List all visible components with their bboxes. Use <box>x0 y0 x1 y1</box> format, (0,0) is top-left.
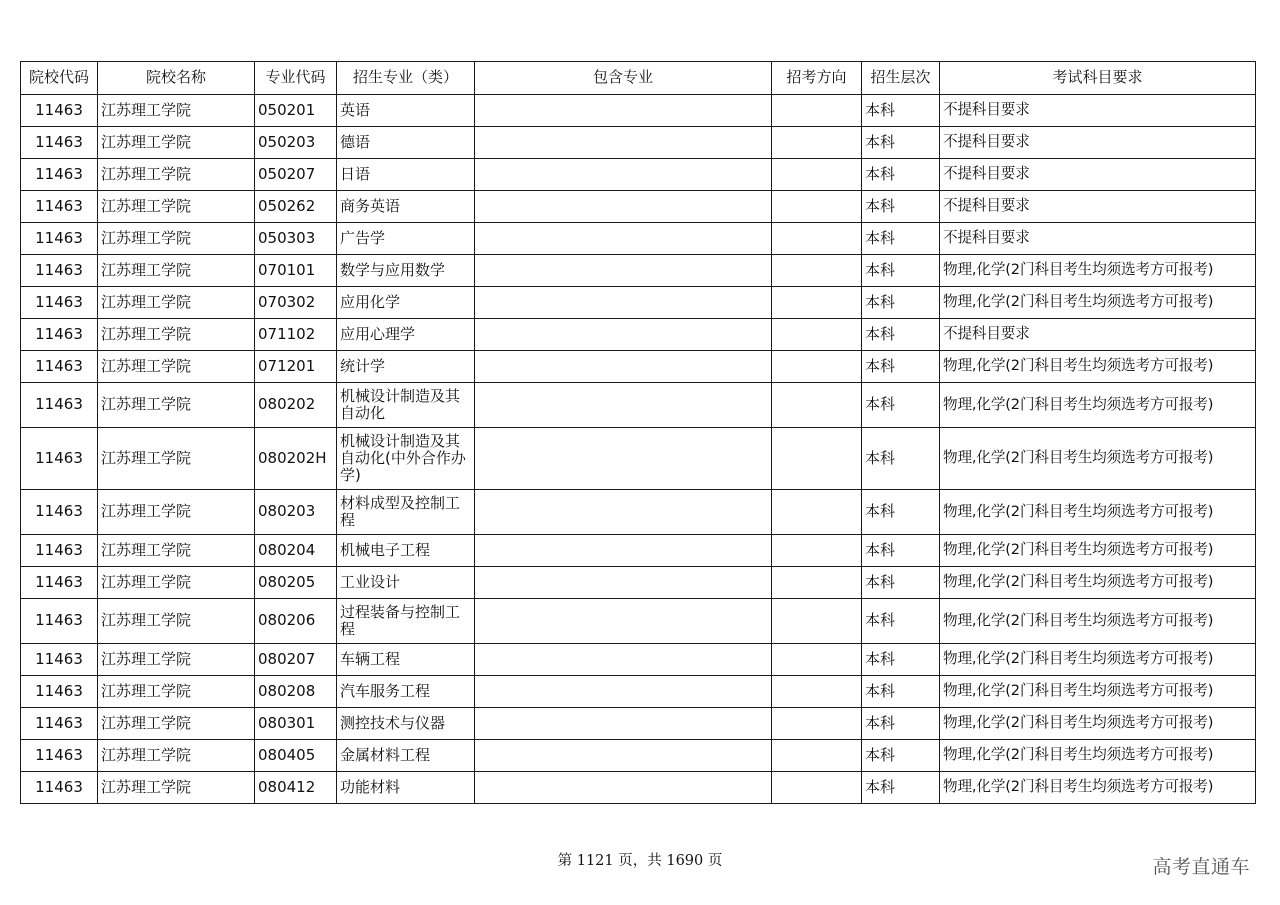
major-cell: 日语 <box>337 159 475 191</box>
school-code-cell: 11463 <box>21 319 98 351</box>
included-majors-cell <box>475 95 772 127</box>
school-code-cell: 11463 <box>21 428 98 490</box>
table-row <box>21 567 1256 599</box>
page-number: 第 1121 页，共 1690 页 <box>557 853 723 869</box>
header-school-code: 院校代码 <box>21 62 98 95</box>
direction-cell <box>772 567 862 599</box>
table-row <box>21 490 1256 535</box>
table-row <box>21 599 1256 644</box>
major-code-cell: 050303 <box>255 223 337 255</box>
level-cell: 本科 <box>862 95 940 127</box>
direction-cell <box>772 490 862 535</box>
included-majors-cell <box>475 223 772 255</box>
major-cell: 汽车服务工程 <box>337 676 475 708</box>
header-row <box>21 62 1256 95</box>
direction-cell <box>772 287 862 319</box>
major-code-cell: 080202H <box>255 428 337 490</box>
major-cell: 英语 <box>337 95 475 127</box>
level-cell: 本科 <box>862 708 940 740</box>
included-majors-cell <box>475 644 772 676</box>
school-code-cell: 11463 <box>21 676 98 708</box>
level-cell: 本科 <box>862 223 940 255</box>
included-majors-cell <box>475 599 772 644</box>
major-code-cell: 050207 <box>255 159 337 191</box>
table-row <box>21 255 1256 287</box>
school-name-cell: 江苏理工学院 <box>98 644 255 676</box>
level-cell: 本科 <box>862 319 940 351</box>
school-code-cell: 11463 <box>21 127 98 159</box>
included-majors-cell <box>475 159 772 191</box>
school-code-cell: 11463 <box>21 383 98 428</box>
subject-requirement-cell: 物理,化学(2门科目考生均须选考方可报考) <box>940 490 1256 535</box>
included-majors-cell <box>475 567 772 599</box>
major-cell: 测控技术与仪器 <box>337 708 475 740</box>
school-code-cell: 11463 <box>21 95 98 127</box>
direction-cell <box>772 319 862 351</box>
major-cell: 应用化学 <box>337 287 475 319</box>
major-code-cell: 071201 <box>255 351 337 383</box>
school-name-cell: 江苏理工学院 <box>98 535 255 567</box>
subject-requirement-cell: 不提科目要求 <box>940 95 1256 127</box>
major-cell: 金属材料工程 <box>337 740 475 772</box>
table-row <box>21 223 1256 255</box>
included-majors-cell <box>475 490 772 535</box>
included-majors-cell <box>475 428 772 490</box>
school-name-cell: 江苏理工学院 <box>98 223 255 255</box>
major-code-cell: 080301 <box>255 708 337 740</box>
level-cell: 本科 <box>862 490 940 535</box>
major-code-cell: 080208 <box>255 676 337 708</box>
major-code-cell: 070101 <box>255 255 337 287</box>
subject-requirement-cell: 物理,化学(2门科目考生均须选考方可报考) <box>940 351 1256 383</box>
school-code-cell: 11463 <box>21 287 98 319</box>
major-code-cell: 080206 <box>255 599 337 644</box>
direction-cell <box>772 255 862 287</box>
major-code-cell: 080405 <box>255 740 337 772</box>
level-cell: 本科 <box>862 740 940 772</box>
table-row <box>21 676 1256 708</box>
header-major: 招生专业（类） <box>337 62 475 95</box>
admissions-table <box>20 61 1256 804</box>
included-majors-cell <box>475 740 772 772</box>
major-cell: 数学与应用数学 <box>337 255 475 287</box>
header-direction: 招考方向 <box>772 62 862 95</box>
major-cell: 商务英语 <box>337 191 475 223</box>
major-code-cell: 070302 <box>255 287 337 319</box>
school-code-cell: 11463 <box>21 567 98 599</box>
school-code-cell: 11463 <box>21 740 98 772</box>
table-row <box>21 191 1256 223</box>
header-level: 招生层次 <box>862 62 940 95</box>
included-majors-cell <box>475 255 772 287</box>
table-row <box>21 159 1256 191</box>
header-school-name: 院校名称 <box>98 62 255 95</box>
level-cell: 本科 <box>862 159 940 191</box>
included-majors-cell <box>475 676 772 708</box>
header-subject-requirement: 考试科目要求 <box>940 62 1256 95</box>
level-cell: 本科 <box>862 383 940 428</box>
subject-requirement-cell: 不提科目要求 <box>940 319 1256 351</box>
included-majors-cell <box>475 127 772 159</box>
major-cell: 德语 <box>337 127 475 159</box>
level-cell: 本科 <box>862 428 940 490</box>
major-cell: 机械设计制造及其自动化 <box>337 383 475 428</box>
level-cell: 本科 <box>862 772 940 804</box>
subject-requirement-cell: 不提科目要求 <box>940 127 1256 159</box>
included-majors-cell <box>475 351 772 383</box>
school-name-cell: 江苏理工学院 <box>98 95 255 127</box>
school-code-cell: 11463 <box>21 351 98 383</box>
table-row <box>21 287 1256 319</box>
major-cell: 机械设计制造及其自动化(中外合作办学) <box>337 428 475 490</box>
direction-cell <box>772 191 862 223</box>
school-code-cell: 11463 <box>21 772 98 804</box>
subject-requirement-cell: 物理,化学(2门科目考生均须选考方可报考) <box>940 676 1256 708</box>
table-row <box>21 351 1256 383</box>
subject-requirement-cell: 物理,化学(2门科目考生均须选考方可报考) <box>940 708 1256 740</box>
included-majors-cell <box>475 191 772 223</box>
direction-cell <box>772 708 862 740</box>
major-cell: 车辆工程 <box>337 644 475 676</box>
school-code-cell: 11463 <box>21 490 98 535</box>
school-code-cell: 11463 <box>21 644 98 676</box>
school-name-cell: 江苏理工学院 <box>98 708 255 740</box>
included-majors-cell <box>475 772 772 804</box>
direction-cell <box>772 772 862 804</box>
direction-cell <box>772 223 862 255</box>
direction-cell <box>772 535 862 567</box>
school-name-cell: 江苏理工学院 <box>98 383 255 428</box>
level-cell: 本科 <box>862 351 940 383</box>
level-cell: 本科 <box>862 676 940 708</box>
subject-requirement-cell: 物理,化学(2门科目考生均须选考方可报考) <box>940 255 1256 287</box>
school-name-cell: 江苏理工学院 <box>98 127 255 159</box>
school-name-cell: 江苏理工学院 <box>98 287 255 319</box>
table-row <box>21 428 1256 490</box>
school-code-cell: 11463 <box>21 535 98 567</box>
level-cell: 本科 <box>862 287 940 319</box>
school-name-cell: 江苏理工学院 <box>98 676 255 708</box>
subject-requirement-cell: 物理,化学(2门科目考生均须选考方可报考) <box>940 535 1256 567</box>
header-included-majors: 包含专业 <box>475 62 772 95</box>
school-name-cell: 江苏理工学院 <box>98 599 255 644</box>
major-code-cell: 080205 <box>255 567 337 599</box>
school-code-cell: 11463 <box>21 708 98 740</box>
school-name-cell: 江苏理工学院 <box>98 490 255 535</box>
watermark: 高考直通车 <box>1152 856 1250 878</box>
level-cell: 本科 <box>862 567 940 599</box>
school-code-cell: 11463 <box>21 255 98 287</box>
school-code-cell: 11463 <box>21 223 98 255</box>
school-name-cell: 江苏理工学院 <box>98 255 255 287</box>
included-majors-cell <box>475 708 772 740</box>
major-code-cell: 080203 <box>255 490 337 535</box>
direction-cell <box>772 644 862 676</box>
school-code-cell: 11463 <box>21 599 98 644</box>
included-majors-cell <box>475 287 772 319</box>
school-name-cell: 江苏理工学院 <box>98 428 255 490</box>
major-code-cell: 050203 <box>255 127 337 159</box>
major-code-cell: 080204 <box>255 535 337 567</box>
direction-cell <box>772 351 862 383</box>
school-name-cell: 江苏理工学院 <box>98 319 255 351</box>
level-cell: 本科 <box>862 535 940 567</box>
subject-requirement-cell: 物理,化学(2门科目考生均须选考方可报考) <box>940 740 1256 772</box>
school-name-cell: 江苏理工学院 <box>98 159 255 191</box>
major-cell: 工业设计 <box>337 567 475 599</box>
school-name-cell: 江苏理工学院 <box>98 191 255 223</box>
direction-cell <box>772 127 862 159</box>
major-cell: 广告学 <box>337 223 475 255</box>
subject-requirement-cell: 物理,化学(2门科目考生均须选考方可报考) <box>940 567 1256 599</box>
subject-requirement-cell: 不提科目要求 <box>940 223 1256 255</box>
table-row <box>21 95 1256 127</box>
subject-requirement-cell: 物理,化学(2门科目考生均须选考方可报考) <box>940 287 1256 319</box>
direction-cell <box>772 676 862 708</box>
school-name-cell: 江苏理工学院 <box>98 740 255 772</box>
table-row <box>21 644 1256 676</box>
level-cell: 本科 <box>862 599 940 644</box>
table-row <box>21 740 1256 772</box>
major-code-cell: 050262 <box>255 191 337 223</box>
school-name-cell: 江苏理工学院 <box>98 567 255 599</box>
subject-requirement-cell: 不提科目要求 <box>940 159 1256 191</box>
major-cell: 统计学 <box>337 351 475 383</box>
subject-requirement-cell: 物理,化学(2门科目考生均须选考方可报考) <box>940 428 1256 490</box>
table-row <box>21 127 1256 159</box>
level-cell: 本科 <box>862 255 940 287</box>
level-cell: 本科 <box>862 191 940 223</box>
direction-cell <box>772 95 862 127</box>
major-cell: 功能材料 <box>337 772 475 804</box>
direction-cell <box>772 599 862 644</box>
major-cell: 应用心理学 <box>337 319 475 351</box>
major-cell: 机械电子工程 <box>337 535 475 567</box>
school-code-cell: 11463 <box>21 159 98 191</box>
major-code-cell: 050201 <box>255 95 337 127</box>
included-majors-cell <box>475 383 772 428</box>
subject-requirement-cell: 物理,化学(2门科目考生均须选考方可报考) <box>940 772 1256 804</box>
level-cell: 本科 <box>862 127 940 159</box>
direction-cell <box>772 383 862 428</box>
major-code-cell: 080412 <box>255 772 337 804</box>
subject-requirement-cell: 物理,化学(2门科目考生均须选考方可报考) <box>940 644 1256 676</box>
school-name-cell: 江苏理工学院 <box>98 772 255 804</box>
subject-requirement-cell: 不提科目要求 <box>940 191 1256 223</box>
table-row <box>21 383 1256 428</box>
subject-requirement-cell: 物理,化学(2门科目考生均须选考方可报考) <box>940 383 1256 428</box>
subject-requirement-cell: 物理,化学(2门科目考生均须选考方可报考) <box>940 599 1256 644</box>
header-major-code: 专业代码 <box>255 62 337 95</box>
school-name-cell: 江苏理工学院 <box>98 351 255 383</box>
table-row <box>21 535 1256 567</box>
table-row <box>21 319 1256 351</box>
level-cell: 本科 <box>862 644 940 676</box>
included-majors-cell <box>475 319 772 351</box>
direction-cell <box>772 159 862 191</box>
major-code-cell: 080202 <box>255 383 337 428</box>
school-code-cell: 11463 <box>21 191 98 223</box>
major-code-cell: 080207 <box>255 644 337 676</box>
table-row <box>21 772 1256 804</box>
major-cell: 材料成型及控制工程 <box>337 490 475 535</box>
direction-cell <box>772 740 862 772</box>
major-code-cell: 071102 <box>255 319 337 351</box>
table-row <box>21 708 1256 740</box>
included-majors-cell <box>475 535 772 567</box>
major-cell: 过程装备与控制工程 <box>337 599 475 644</box>
direction-cell <box>772 428 862 490</box>
